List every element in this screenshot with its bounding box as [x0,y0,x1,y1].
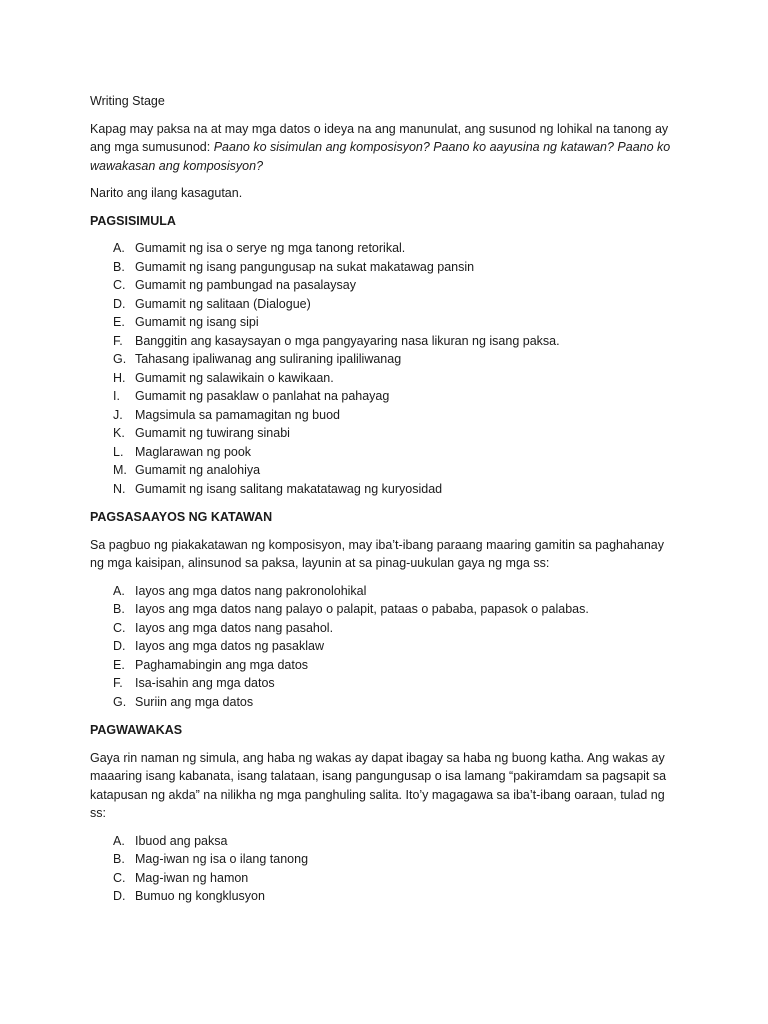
list-item-text: Gumamit ng salawikain o kawikaan. [135,370,334,385]
intro-questions: Paano ko sisimulan ang komposisyon? Paano ko aayusina ng katawan? Paano ko wawakasan ang komposisyon? [90,140,671,173]
list-item [90,582,680,601]
list-item-text: Iayos ang mga datos ng pasaklaw [135,639,325,653]
list-item [90,239,680,258]
list-marker: G. [113,694,127,709]
list-item-text: Maglarawan ng pook [135,444,252,459]
list-pagsisimula [90,239,680,498]
list-marker: C. [113,870,126,885]
list-item-text: Magsimula sa pamamagitan ng buod [135,407,340,422]
list-pagwawakas [90,832,680,906]
list-marker: D. [113,639,126,653]
list-item-text: Gumamit ng isang sipi [135,315,259,329]
list-marker: A. [113,583,125,598]
list-katawan [90,582,680,712]
list-item-text: Bumuo ng kongklusyon [135,889,265,903]
list-marker: N. [113,481,126,496]
list-item-text: Gumamit ng isang pangungusap na sukat makatawag pansin [135,259,475,274]
list-marker: H. [113,370,126,385]
list-marker: G. [113,352,127,366]
list-item [90,869,680,888]
list-marker: C. [113,620,126,635]
list-item-text: Gumamit ng pasaklaw o panlahat na pahayag [135,389,390,403]
list-marker: E. [113,315,125,329]
list-marker: F. [113,333,123,348]
list-item-text: Mag-iwan ng hamon [135,870,249,885]
list-item-text: Gumamit ng pambungad na pasalaysay [135,278,356,292]
list-item [90,674,680,693]
list-item-text: Suriin ang mga datos [135,694,254,709]
section-heading-pagsisimula: PAGSISIMULA [90,213,176,228]
list-marker: D. [113,889,126,903]
list-item-text: Gumamit ng isa o serye ng mga tanong retorikal. [135,241,406,255]
list-marker: B. [113,602,125,616]
list-item [90,313,680,332]
list-item [90,276,680,295]
list-marker: A. [113,241,125,255]
list-item-text: Isa-isahin ang mga datos [135,676,275,690]
list-item-text: Gumamit ng analohiya [135,463,261,477]
list-item [90,332,680,351]
list-item [90,424,680,443]
document-page [90,92,680,915]
list-item [90,637,680,656]
list-item [90,887,680,906]
list-item [90,369,680,388]
list-item [90,443,680,462]
list-marker: F. [113,676,123,690]
section-heading-pagwawakas: PAGWAWAKAS [90,723,183,737]
list-item [90,387,680,406]
document-title: Writing Stage [90,94,165,108]
intro-text: Kapag may paksa na at may mga datos o ideya na ang manunulat, ang susunod ng lohikal na tanong ay ang mga sumusunod: [90,121,669,154]
list-item-text: Paghamabingin ang mga datos [135,657,309,672]
list-item [90,295,680,314]
list-item-text: Gumamit ng tuwirang sinabi [135,426,290,440]
pagwawakas-paragraph: Gaya rin naman ng simula, ang haba ng wakas ay dapat ibagay sa haba ng buong katha. Ang wakas ay maaaring isang kabanata, isang talataan, isang pangungusap o isa lamang “pakiramdam sa pagsapit sa katapusan ng akda” na nilikha ng mga panghuling salita. Ito’y magagawa sa iba’t-ibang oaraan, tulad ng ss: [90,750,667,820]
list-item [90,656,680,675]
list-item [90,406,680,425]
list-item-text: Iayos ang mga datos nang pasahol. [135,620,334,635]
list-item-text: Iayos ang mga datos nang pakronolohikal [135,583,367,598]
list-marker: D. [113,296,126,311]
list-marker: K. [113,426,125,440]
list-item [90,350,680,369]
list-item-text: Banggitin ang kasaysayan o mga pangyayaring nasa likuran ng isang paksa. [135,333,560,348]
list-marker: B. [113,852,125,866]
list-item-text: Tahasang ipaliwanag ang suliraning ipaliliwanag [135,352,402,366]
section-heading-katawan: PAGSASAAYOS NG KATAWAN [90,510,273,524]
list-marker: I. [113,389,120,403]
list-item-text: Iayos ang mga datos nang palayo o palapit, pataas o pababa, papasok o palabas. [135,602,589,616]
list-marker: C. [113,278,126,292]
list-item [90,258,680,277]
list-item [90,832,680,851]
list-marker: J. [113,407,123,422]
list-item [90,461,680,480]
list-item [90,693,680,712]
list-marker: E. [113,657,125,672]
list-marker: M. [113,463,127,477]
answers-intro: Narito ang ilang kasagutan. [90,186,243,200]
list-item-text: Mag-iwan ng isa o ilang tanong [135,852,309,866]
katawan-paragraph: Sa pagbuo ng piakakatawan ng komposisyon, may iba’t-ibang paraang maaring gamitin sa paghahanay ng mga kaisipan, alinsunod sa paksa, layunin at sa pinag-uukulan gaya ng mga ss: [90,537,664,570]
list-item [90,600,680,619]
list-item [90,850,680,869]
list-item-text: Gumamit ng isang salitang makatatawag ng kuryosidad [135,481,443,496]
list-item [90,480,680,499]
list-item-text: Gumamit ng salitaan (Dialogue) [135,296,311,311]
list-item [90,619,680,638]
list-marker: L. [113,444,124,459]
list-marker: B. [113,259,125,274]
list-marker: A. [113,833,125,848]
intro-paragraph [90,120,680,176]
list-item-text: Ibuod ang paksa [135,833,228,848]
